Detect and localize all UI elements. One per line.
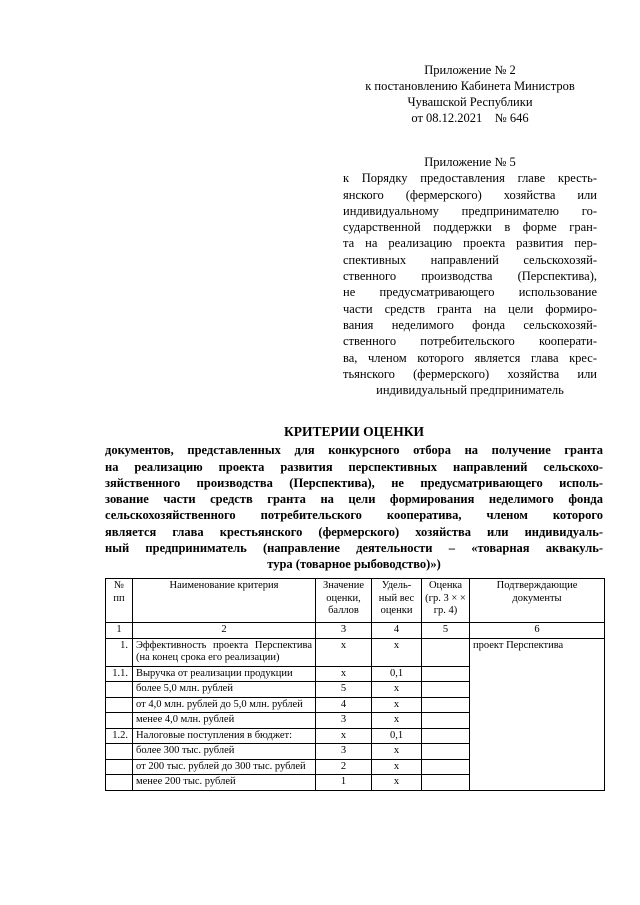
criteria-title: КРИТЕРИИ ОЦЕНКИ [284,424,424,439]
row-weight: x [372,697,422,713]
row-weight: x [372,759,422,775]
row-value: 1 [316,775,372,791]
criteria-subtitle-line: зяйственного производства (Перспектива), не предусматривающего исполь- [105,475,603,490]
criteria-subtitle-line: сельскохозяйственного потребительского кооператива, членом которого [105,508,603,523]
table-header-row [106,579,605,623]
header-name: Наименование критерия [133,579,316,623]
appendix-5-line: индивидуальный предприниматель [376,383,564,398]
header-line: к постановлению Кабинета Министров [365,79,575,93]
appendix-5-line: янского (фермерского) хозяйства или [343,187,597,202]
appendix-5-line: не предусматривающего использование [343,285,597,300]
row-score [422,728,470,744]
row-value: 5 [316,682,372,698]
row-score [422,638,470,666]
row-score [422,713,470,729]
row-name: более 300 тыс. рублей [133,744,316,760]
col-number: 3 [316,623,372,639]
header-weight: Удель-ный вес оценки [372,579,422,623]
row-weight: 0,1 [372,666,422,682]
row-value: 4 [316,697,372,713]
appendix-5-block [343,154,597,398]
column-numbers-row [106,623,605,639]
header-score: Оценка (гр. 3 × × гр. 4) [422,579,470,623]
header-docs: Подтверждающие документы [470,579,605,623]
table-row [106,638,605,666]
row-num [106,697,133,713]
header-line: Чувашской Республики [407,95,533,109]
appendix-5-line: тьянского (фермерского) хозяйства или [343,366,597,381]
header-line: от 08.12.2021 № 646 [411,111,529,125]
col-number: 4 [372,623,422,639]
row-score [422,682,470,698]
row-value: x [316,638,372,666]
row-num [106,713,133,729]
row-name: менее 200 тыс. рублей [133,775,316,791]
row-name: Налоговые поступления в бюджет: [133,728,316,744]
row-score [422,697,470,713]
row-value: x [316,666,372,682]
col-number: 5 [422,623,470,639]
row-weight: 0,1 [372,728,422,744]
criteria-subtitle-line: является глава крестьянского (фермерского) хозяйства или индивидуаль- [105,524,603,539]
criteria-subtitle-line: документов, представленных для конкурсного отбора на получение гранта [105,443,603,458]
row-name: от 200 тыс. рублей до 300 тыс. рублей [133,759,316,775]
appendix-5-line: индивидуальному предпринимателю го- [343,203,597,218]
criteria-subtitle-line: тура (товарное рыбоводство)») [267,557,441,572]
col-number: 2 [133,623,316,639]
appendix-5-line: вания неделимого фонда сельскохозяй- [343,317,597,332]
appendix-5-title: Приложение № 5 [424,155,516,169]
row-num: 1. [106,638,133,666]
row-weight: x [372,682,422,698]
row-score [422,666,470,682]
row-name: от 4,0 млн. рублей до 5,0 млн. рублей [133,697,316,713]
row-num: 1.1. [106,666,133,682]
appendix-5-line: ва, членом которого является глава крес- [343,350,597,365]
header-line: Приложение № 2 [424,63,516,77]
header-value: Значение оценки, баллов [316,579,372,623]
col-number: 6 [470,623,605,639]
appendix-5-line: сударственной поддержки в форме гран- [343,220,597,235]
criteria-subtitle-line: ный предприниматель (направление деятельности – «товарная аквакуль- [105,541,603,556]
row-weight: x [372,713,422,729]
row-num [106,759,133,775]
row-name: менее 4,0 млн. рублей [133,713,316,729]
row-value: 3 [316,713,372,729]
appendix-2-header [340,62,600,126]
appendix-5-line: та на реализацию проекта развития пер- [343,236,597,251]
appendix-5-line: спективных направлений сельскохозяй- [343,252,597,267]
header-num: № пп [106,579,133,623]
row-name: более 5,0 млн. рублей [133,682,316,698]
row-num [106,744,133,760]
col-number: 1 [106,623,133,639]
row-score [422,775,470,791]
criteria-table [105,578,605,791]
row-value: x [316,728,372,744]
appendix-5-line: к Порядку предоставления главе кресть- [343,171,597,186]
row-weight: x [372,638,422,666]
row-num [106,775,133,791]
row-name: Выручка от реализации продукции [133,666,316,682]
criteria-subtitle-line: на реализацию проекта развития перспективных направлений сельскохо- [105,459,603,474]
row-value: 3 [316,744,372,760]
row-score [422,744,470,760]
criteria-heading [105,424,603,573]
row-docs: проект Перспектива [470,638,605,790]
row-name: Эффективность проекта Перспектива (на конец срока его реализации) [133,638,316,666]
row-value: 2 [316,759,372,775]
appendix-5-line: части средств гранта на цели формиро- [343,301,597,316]
row-num: 1.2. [106,728,133,744]
row-weight: x [372,775,422,791]
criteria-subtitle-line: зование части средств гранта на цели формирования неделимого фонда [105,492,603,507]
row-score [422,759,470,775]
row-weight: x [372,744,422,760]
row-num [106,682,133,698]
appendix-5-line: ственного производства (Перспектива), [343,269,597,284]
appendix-5-line: ственного потребительского кооперати- [343,334,597,349]
